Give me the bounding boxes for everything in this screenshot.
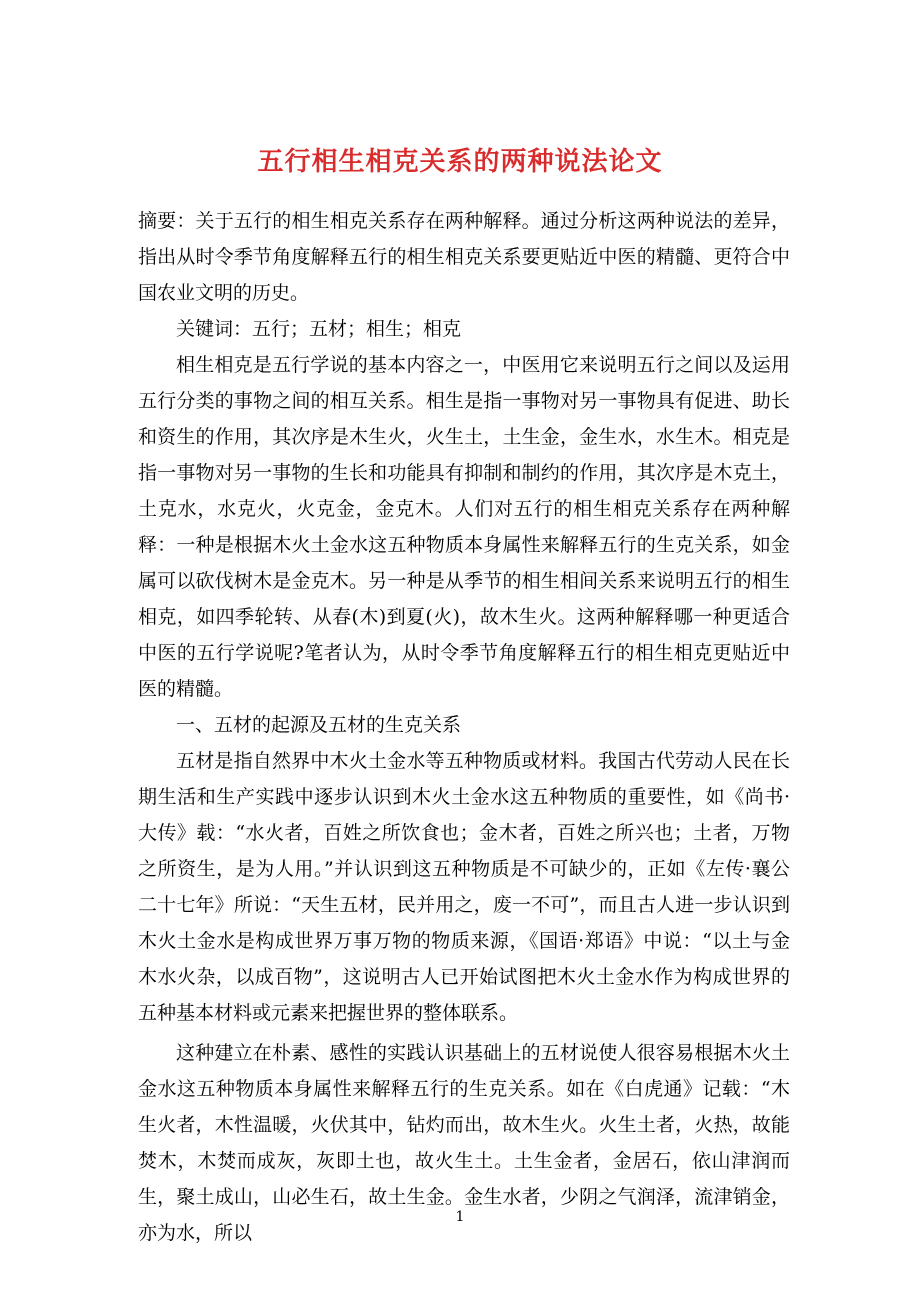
page-number: 1 bbox=[455, 1209, 465, 1225]
abstract-paragraph: 摘要：关于五行的相生相克关系存在两种解释。通过分析这两种说法的差异，指出从时令季节角度解释五行的相生相克关系要更贴近中医的精髓、更符合中国农业文明的历史。 bbox=[138, 210, 790, 304]
body-paragraph-1: 相生相克是五行学说的基本内容之一，中医用它来说明五行之间以及运用五行分类的事物之间的相互关系。相生是指一事物对另一事物具有促进、助长和资生的作用，其次序是木生火，火生土，土生金，金生水，水生木。相克是指一事物对另一事物的生长和功能具有抑制和制约的作用，其次序是木克土，土克水，水克火，火克金，金克木。人们对五行的相生相克关系存在两种解释：一种是根据木火土金水这五种物质本身属性来解释五行的生克关系，如金属可以砍伐树木是金克木。另一种是从季节的相生相间关系来说明五行的相生相克，如四季轮转、从春(木)到夏(火)，故木生火。这两种解释哪一种更适合中医的五行学说呢?笔者认为，从时令季节角度解释五行的相生相克更贴近中医的精髓。 bbox=[138, 354, 790, 700]
document-body bbox=[138, 203, 790, 1251]
keywords-line: 关键词：五行；五材；相生；相克 bbox=[176, 318, 462, 340]
section-heading-1: 一、五材的起源及五材的生克关系 bbox=[176, 714, 462, 736]
body-paragraph-2: 五材是指自然界中木火土金水等五种物质或材料。我国古代劳动人民在长期生活和生产实践中逐步认识到木火土金水这五种物质的重要性，如《尚书·大传》载：“水火者，百姓之所饮食也；金木者，百姓之所兴也；土者，万物之所资生，是为人用。”并认识到这五种物质是不可缺少的，正如《左传·襄公二十七年》所说：“天生五材，民并用之，废一不可”，而且古人进一步认识到木火土金水是构成世界万事万物的物质来源，《国语·郑语》中说：“以土与金木水火杂，以成百物”，这说明古人已开始试图把木火土金水作为构成世界的五种基本材料或元素来把握世界的整体联系。 bbox=[138, 750, 790, 1024]
document-title: 五行相生相克关系的两种说法论文 bbox=[257, 147, 663, 178]
body-paragraph-3: 这种建立在朴素、感性的实践认识基础上的五材说使人很容易根据木火土金水这五种物质本身属性来解释五行的生克关系。如在《白虎通》记载：“木生火者，木性温暖，火伏其中，钻灼而出，故木生火。火生土者，火热，故能焚木，木焚而成灰，灰即土也，故火生土。土生金者，金居石，依山津润而生，聚土成山，山必生石，故土生金。金生水者，少阴之气润泽，流津销金，亦为水，所以 bbox=[138, 1042, 790, 1244]
